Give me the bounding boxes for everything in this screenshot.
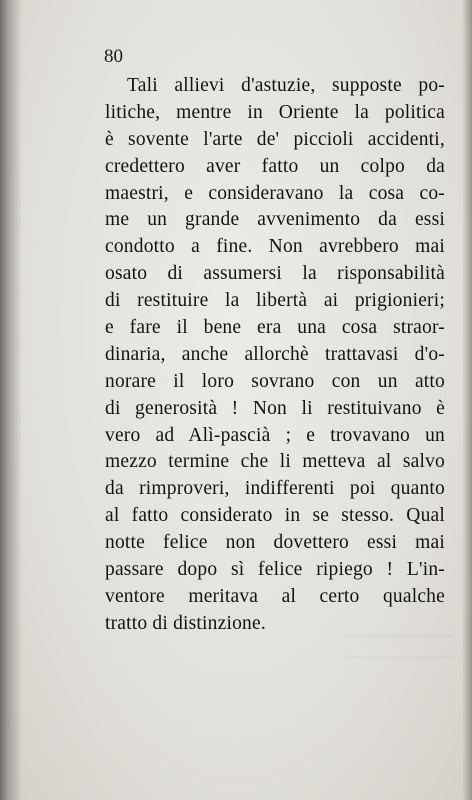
binding-shadow bbox=[0, 0, 22, 800]
text-line: passare dopo sì felice ripiego ! L'in- bbox=[105, 559, 445, 581]
text-line: mezzo termine che li metteva al salvo bbox=[105, 451, 445, 473]
text-line: condotto a fine. Non avrebbero mai bbox=[105, 236, 445, 258]
text-line: al fatto considerato in se stesso. Qual bbox=[105, 505, 445, 527]
text-line: notte felice non dovettero essi mai bbox=[105, 532, 445, 554]
page-number: 80 bbox=[104, 46, 123, 67]
text-line: osato di assumersi la risponsabilità bbox=[105, 263, 445, 285]
text-line: vero ad Alì-pascià ; e trovavano un bbox=[105, 424, 445, 446]
text-line: maestri, e consideravano la cosa co- bbox=[105, 182, 445, 204]
text-line: di generosità ! Non li restituivano è bbox=[105, 397, 445, 419]
text-line: ventore meritava al certo qualche bbox=[105, 585, 445, 607]
text-line: me un grande avvenimento da essi bbox=[105, 209, 445, 231]
text-line: Tali allievi d'astuzie, supposte po- bbox=[127, 75, 445, 96]
text-line: e fare il bene era una cosa straor- bbox=[105, 317, 445, 339]
body-text bbox=[105, 73, 445, 638]
text-line: è sovente l'arte de' piccioli accidenti, bbox=[105, 128, 445, 150]
text-line: di restituire la libertà ai prigionieri; bbox=[105, 290, 445, 312]
text-line: credettero aver fatto un colpo da bbox=[105, 155, 445, 177]
text-line: da rimproveri, indifferenti poi quanto bbox=[105, 478, 445, 500]
text-line: norare il loro sovrano con un atto bbox=[105, 370, 445, 392]
text-line: tratto di distinzione. bbox=[105, 612, 266, 634]
edge-shadow bbox=[462, 0, 472, 800]
text-line: litiche, mentre in Oriente la politica bbox=[105, 101, 445, 123]
text-line: dinaria, anche allorchè trattavasi d'o- bbox=[105, 343, 445, 365]
